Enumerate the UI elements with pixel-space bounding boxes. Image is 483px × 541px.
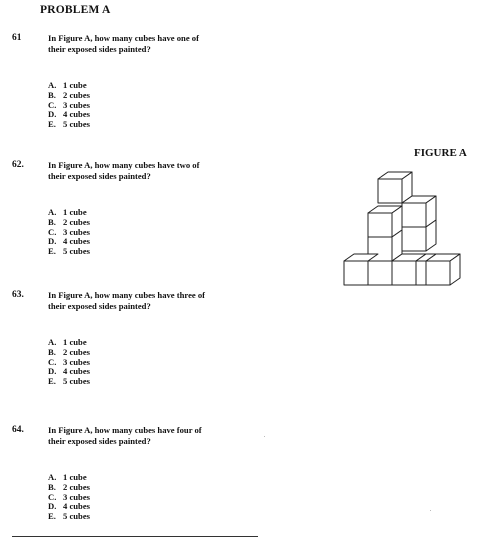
cube-face	[402, 227, 426, 251]
option-text: 3 cubes	[63, 226, 90, 237]
option-letter: C.	[48, 356, 57, 367]
option-text: 1 cube	[63, 207, 87, 217]
bottom-rule	[12, 536, 258, 537]
option-letter: D.	[48, 236, 57, 247]
option-text: 2 cubes	[63, 481, 90, 492]
option-text: 5 cubes	[63, 119, 90, 130]
option-text: 4 cubes	[63, 501, 90, 512]
option-letter: B.	[48, 89, 56, 100]
cube-face	[368, 261, 392, 285]
option-letter: B.	[48, 216, 56, 227]
answer-option-e[interactable]	[48, 512, 90, 522]
option-letter: D.	[48, 366, 57, 377]
option-text: 5 cubes	[63, 246, 90, 257]
option-letter: D.	[48, 501, 57, 512]
answer-options	[48, 473, 90, 522]
question-text: In Figure A, how many cubes have four of their exposed sides painted?	[48, 425, 202, 446]
answer-option-e[interactable]	[48, 120, 90, 130]
option-text: 2 cubes	[63, 89, 90, 100]
option-letter: E.	[48, 119, 56, 130]
option-letter: B.	[48, 481, 56, 492]
option-letter: A.	[48, 472, 57, 482]
question-number: 63.	[12, 290, 24, 300]
question-number: 61	[12, 33, 22, 43]
option-text: 1 cube	[63, 337, 87, 347]
option-text: 1 cube	[63, 472, 87, 482]
page-title: PROBLEM A	[40, 4, 111, 16]
cube-face	[344, 261, 368, 285]
option-text: 3 cubes	[63, 491, 90, 502]
option-letter: C.	[48, 99, 57, 110]
option-letter: E.	[48, 511, 56, 522]
answer-option-e[interactable]	[48, 247, 90, 257]
option-text: 4 cubes	[63, 236, 90, 247]
answer-options	[48, 81, 90, 130]
cube-face	[368, 213, 392, 237]
scan-speck	[430, 510, 431, 511]
option-text: 3 cubes	[63, 99, 90, 110]
option-letter: E.	[48, 246, 56, 257]
option-letter: C.	[48, 226, 57, 237]
option-text: 4 cubes	[63, 366, 90, 377]
option-text: 2 cubes	[63, 216, 90, 227]
cube-face	[426, 261, 450, 285]
cube-stack-figure	[336, 160, 476, 300]
option-text: 3 cubes	[63, 356, 90, 367]
question-text: In Figure A, how many cubes have one of their exposed sides painted?	[48, 33, 199, 54]
question-text: In Figure A, how many cubes have two of their exposed sides painted?	[48, 160, 200, 181]
figure-label: FIGURE A	[414, 147, 467, 159]
question-text: In Figure A, how many cubes have three of their exposed sides painted?	[48, 290, 205, 311]
option-letter: B.	[48, 346, 56, 357]
option-letter: C.	[48, 491, 57, 502]
option-letter: A.	[48, 80, 57, 90]
question-number: 62.	[12, 160, 24, 170]
answer-options	[48, 208, 90, 257]
option-letter: A.	[48, 337, 57, 347]
answer-options	[48, 338, 90, 387]
option-text: 5 cubes	[63, 376, 90, 387]
answer-option-e[interactable]	[48, 377, 90, 387]
question-number: 64.	[12, 425, 24, 435]
cube-face	[392, 261, 416, 285]
option-text: 2 cubes	[63, 346, 90, 357]
option-text: 5 cubes	[63, 511, 90, 522]
cube-stack-drawing	[344, 172, 460, 285]
option-letter: A.	[48, 207, 57, 217]
cube-face	[416, 261, 426, 285]
cube-face	[402, 203, 426, 227]
option-letter: D.	[48, 109, 57, 120]
option-text: 1 cube	[63, 80, 87, 90]
cube-face	[378, 179, 402, 203]
option-text: 4 cubes	[63, 109, 90, 120]
scan-speck	[264, 436, 265, 437]
option-letter: E.	[48, 376, 56, 387]
